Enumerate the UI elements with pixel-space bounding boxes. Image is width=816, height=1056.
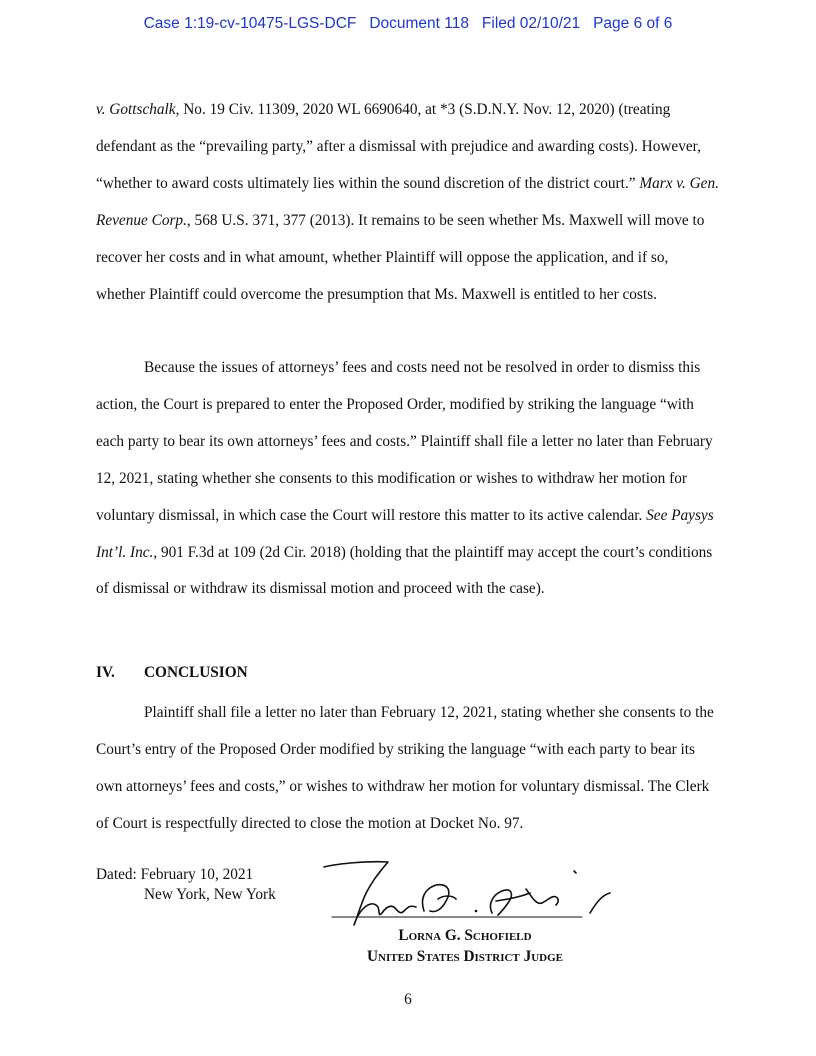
paragraph-text: , No. 19 Civ. 11309, 2020 WL 6690640, at *3 (S.D.N.Y. Nov. 12, 2020) (treating defendant as the “prevailing party,” after a dismissal with prejudice and awarding costs). However, “whether to award costs ultimately lies within the sound discretion of the district court.” (96, 101, 701, 192)
judge-name: Lorna G. Schofield (398, 927, 532, 944)
case-citation-marx: Marx v. Gen. Revenue Corp. (96, 174, 719, 229)
paragraph-text: , 901 F.3d at 109 (2d Cir. 2018) (holding that the plaintiff may accept the court’s conditions of dismissal or withdraw its dismissal motion and proceed with the case). (96, 543, 713, 598)
paragraph-text: , 568 U.S. 371, 377 (2013). It remains to be seen whether Ms. Maxwell will move to recover her costs and in what amount, whether Plaintiff will oppose the application, and if so, whether Plaintiff could overcome the presumption that Ms. Maxwell is entitled to her costs. (96, 211, 705, 303)
judge-title: United States District Judge (366, 948, 564, 965)
paragraph-costs (96, 92, 720, 313)
paragraph-text: Because the issues of attorneys’ fees and costs need not be resolved in order to dismiss this action, the Court is prepared to enter the Proposed Order, modified by striking the language “with each party to bear its own attorneys’ fees and costs.” Plaintiff shall file a letter no later than February 12, 2021, stating whether she consents to this modification or wishes to withdraw her motion for voluntary dismissal, in which case the Court will restore this matter to its active calendar. (96, 359, 713, 524)
case-header (0, 15, 816, 33)
section-title: CONCLUSION (144, 664, 248, 681)
paragraph-conclusion (96, 695, 720, 843)
dated-label: Dated: February 10, 2021 (96, 866, 254, 883)
paragraph-text: Plaintiff shall file a letter no later than February 12, 2021, stating whether she consents to the Court’s entry of the Proposed Order modified by striking the language “with each party to bear its own attorneys’ fees and costs,” or wishes to withdraw her motion for voluntary dismissal. The Clerk of Court is respectfully directed to close the motion at Docket No. 97. (96, 704, 714, 832)
handwritten-signature (320, 855, 620, 935)
judge-signature-block (336, 925, 594, 967)
section-number: IV. (96, 664, 115, 681)
page-of-pages: Page 6 of 6 (593, 15, 673, 32)
dated-location: New York, New York (144, 886, 276, 903)
page-number: 6 (404, 991, 412, 1008)
case-citation-gottschalk: v. Gottschalk (96, 101, 176, 118)
case-citation-paysys: See Paysys Int’l. Inc. (96, 506, 714, 561)
case-number: Case 1:19-cv-10475-LGS-DCF (143, 15, 357, 32)
filed-date: Filed 02/10/21 (481, 15, 581, 32)
dated-block (96, 865, 276, 905)
paragraph-proposed-order (96, 350, 720, 608)
document-number: Document 118 (369, 15, 469, 32)
section-heading (96, 664, 248, 682)
